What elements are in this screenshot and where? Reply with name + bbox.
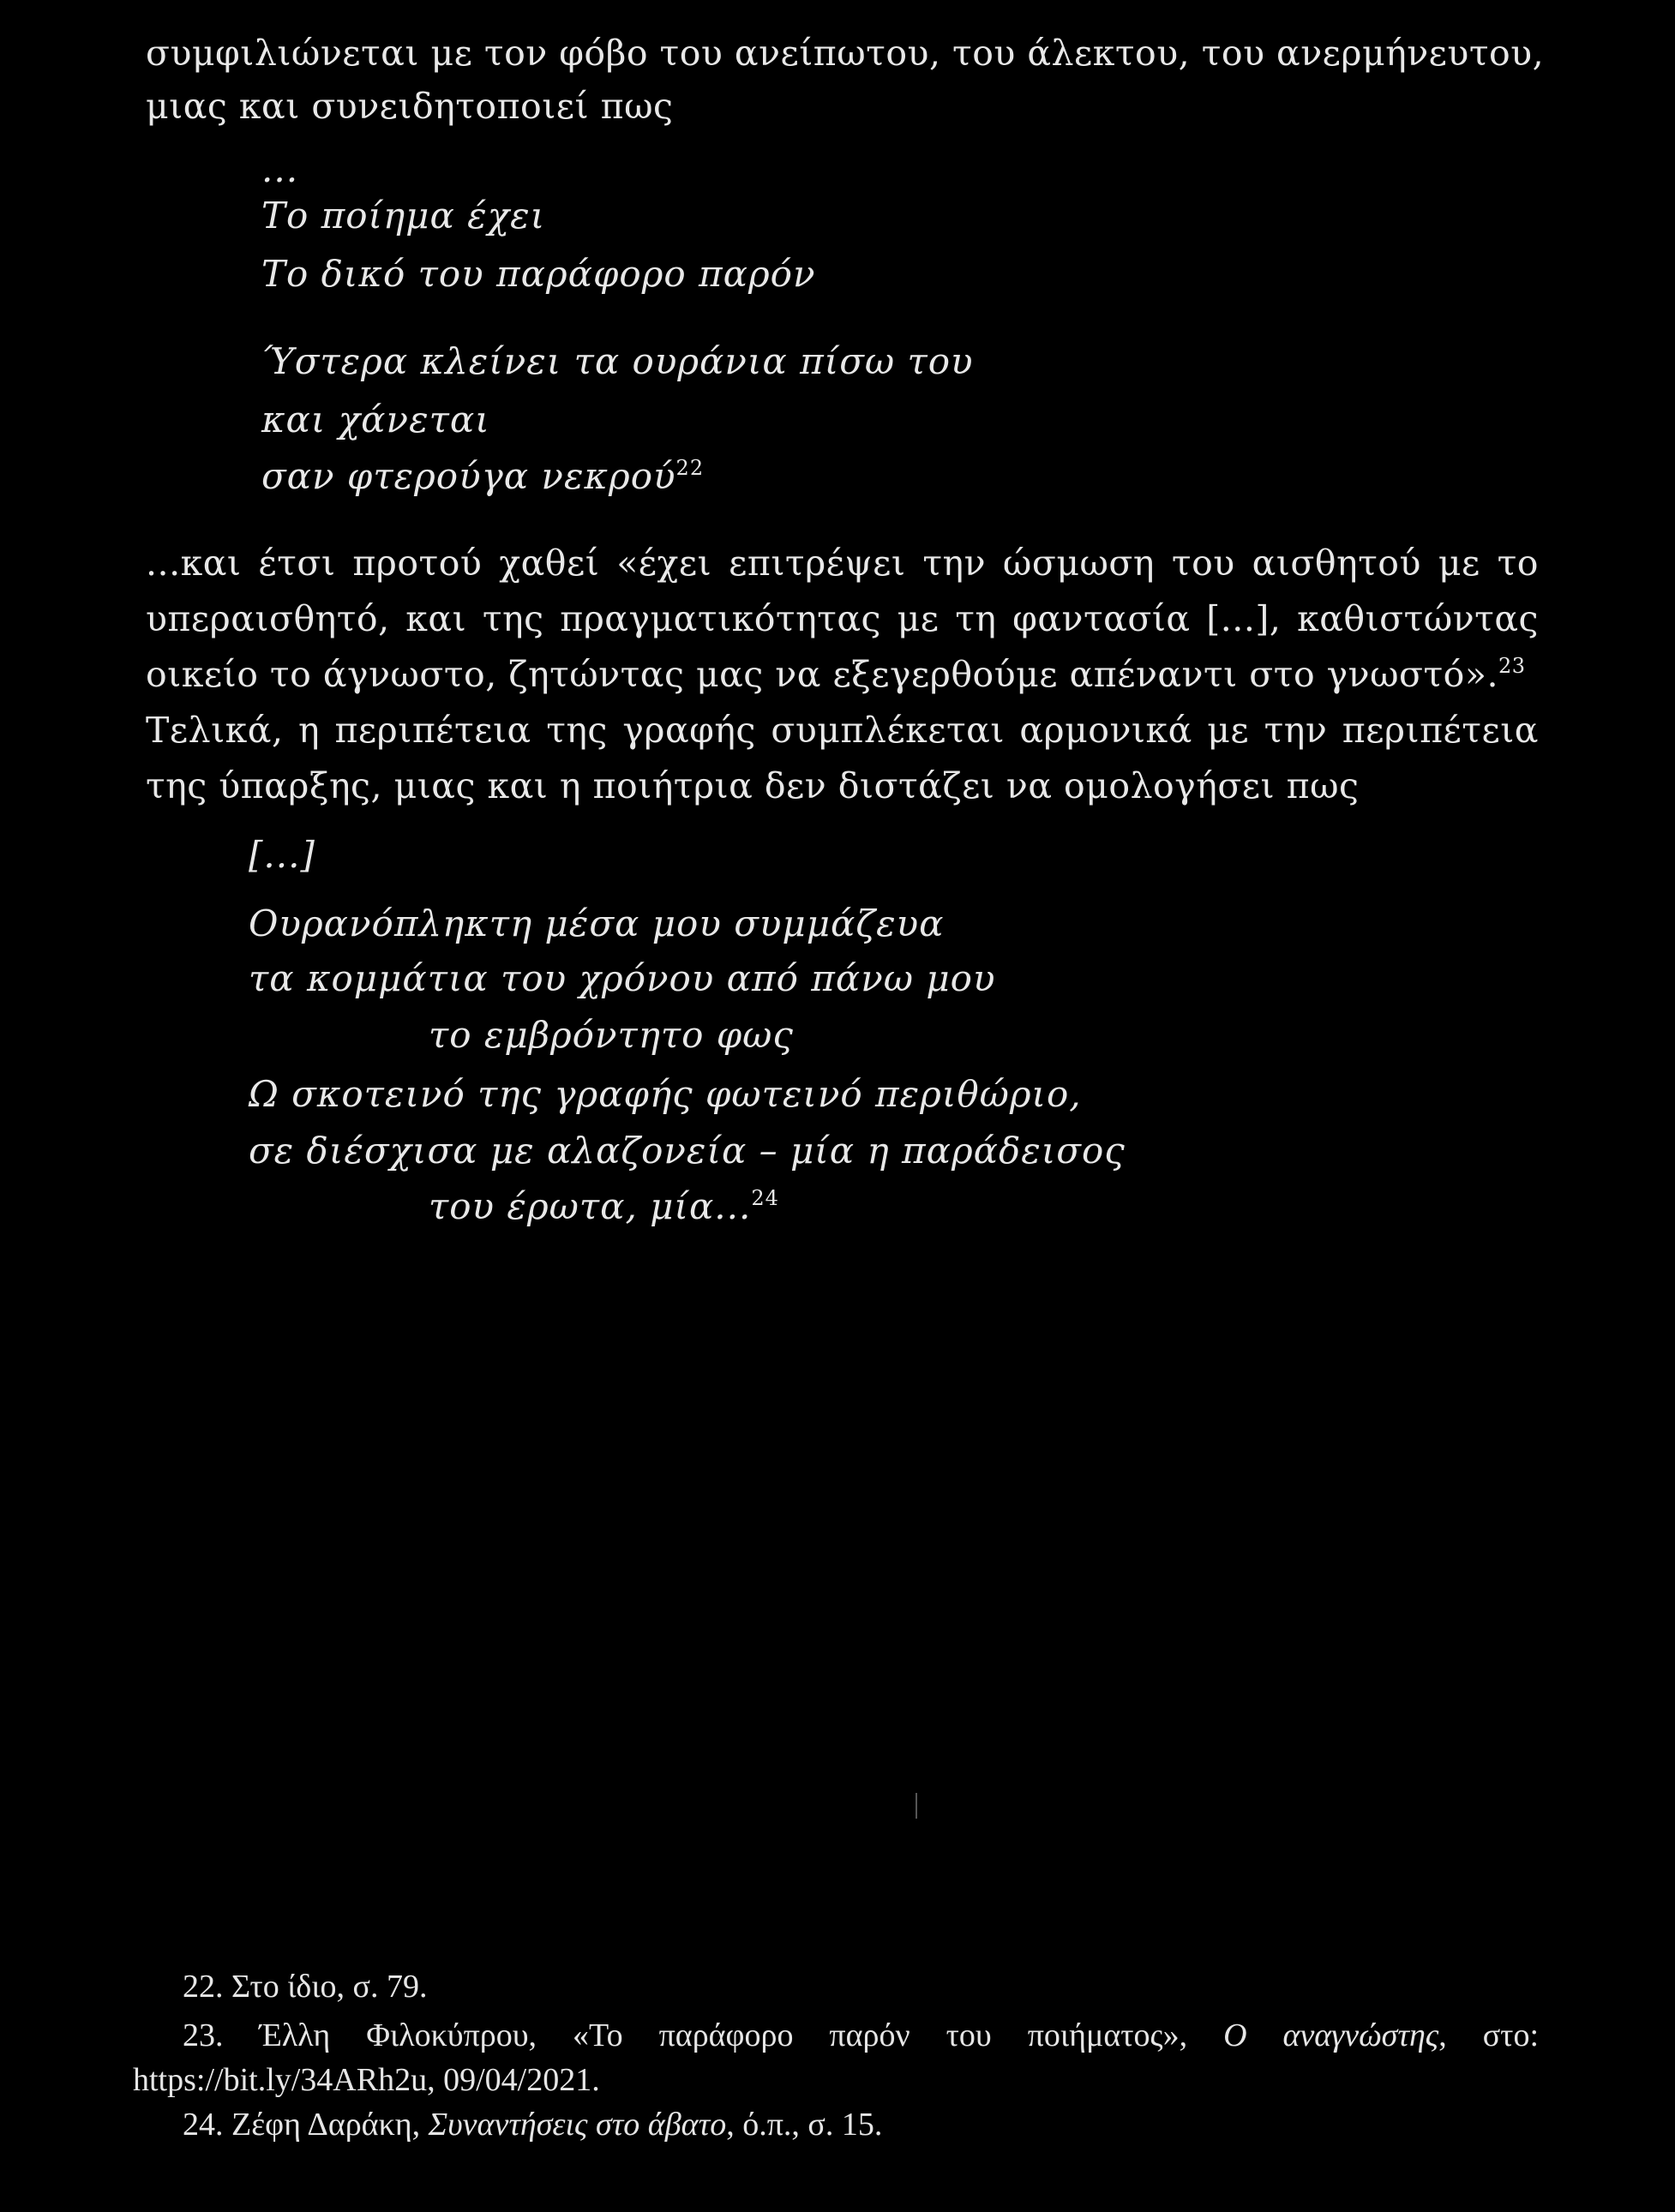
poem-2-line-4: Ω σκοτεινό της γραφής φωτεινό περιθώριο, bbox=[249, 1073, 1082, 1115]
paragraph-1-line-1: συμφιλιώνεται με τον φόβο του ανείπωτου, του άλεκτου, του ανερμήνευτου, bbox=[146, 33, 1545, 74]
footnote-22: 22. Στο ίδιο, σ. 79. bbox=[183, 1969, 428, 2005]
footnote-24-prefix: 24. Ζέφη Δαράκη, bbox=[183, 2107, 421, 2143]
footnote-ref-23: 23 bbox=[1498, 654, 1526, 678]
poem-1-line-4: και χάνεται bbox=[261, 399, 490, 441]
paragraph-2-line-4: Τελικά, η περιπέτεια της γραφής συμπλέκεται αρμονικά με την περιπέτεια bbox=[146, 710, 1539, 751]
poem-2-line-1: Ουρανόπληκτη μέσα μου συμμάζευα bbox=[249, 902, 945, 944]
poem-1-line-3: Ύστερα κλείνει τα ουράνια πίσω του bbox=[261, 340, 974, 382]
poem-2-line-2: τα κομμάτια του χρόνου από πάνω μου bbox=[249, 957, 996, 999]
poem-1-line-5 bbox=[261, 451, 704, 502]
poem-2-line-3: το εμβρόντητο φως bbox=[429, 1014, 794, 1056]
paragraph-1-line-2: μιας και συνειδητοποιεί πως bbox=[146, 86, 674, 127]
poem-1-line-1: Το ποίημα έχει bbox=[261, 195, 546, 237]
footnote-ref-22: 22 bbox=[675, 456, 705, 480]
poem-2-line-6 bbox=[429, 1181, 779, 1232]
paragraph-2-line-1: ...και έτσι προτού χαθεί «έχει επιτρέψει την ώσμωση του αισθητού με το bbox=[146, 543, 1539, 584]
paragraph-2-line-5: της ύπαρξης, μιας και η ποιήτρια δεν διστάζει να ομολογήσει πως bbox=[146, 765, 1360, 806]
footnote-24 bbox=[183, 2103, 882, 2146]
footnote-23-line-2: https://bit.ly/34ARh2u, 09/04/2021. bbox=[133, 2062, 600, 2098]
scan-artifact-mark bbox=[916, 1793, 917, 1819]
paragraph-2-line-3-text: οικείο το άγνωστο, ζητώντας μας να εξεγερθούμε απέναντι στο γνωστό». bbox=[146, 654, 1498, 695]
footnote-23-prefix: 23. Έλλη Φιλοκύπρου, «Το παράφορο παρόν του ποιήματος», bbox=[183, 2017, 1188, 2053]
footnote-24-suffix: , ό.π., σ. 15. bbox=[726, 2107, 883, 2143]
poem-2-bracket: [...] bbox=[249, 834, 315, 876]
footnote-24-title: Συναντήσεις στο άβατο bbox=[428, 2107, 727, 2143]
poem-2-line-6-text: του έρωτα, μία... bbox=[429, 1185, 752, 1227]
footnote-23-title: Ο αναγνώστης bbox=[1223, 2017, 1439, 2053]
paragraph-2-line-2: υπεραισθητό, και της πραγματικότητας με τη φαντασία [...], καθιστώντας bbox=[146, 598, 1539, 639]
poem-1-ellipsis: ... bbox=[261, 148, 299, 190]
footnote-23-suffix: , στο: bbox=[1438, 2017, 1540, 2053]
poem-1-line-2: Το δικό του παράφορο παρόν bbox=[261, 253, 816, 295]
footnote-ref-24: 24 bbox=[751, 1186, 779, 1210]
footnote-23 bbox=[183, 2014, 1539, 2057]
poem-1-line-5-text: σαν φτερούγα νεκρού bbox=[261, 455, 676, 497]
poem-2-line-5: σε διέσχισα με αλαζονεία – μία η παράδεισος bbox=[249, 1130, 1126, 1172]
paragraph-2-line-3 bbox=[146, 649, 1526, 700]
